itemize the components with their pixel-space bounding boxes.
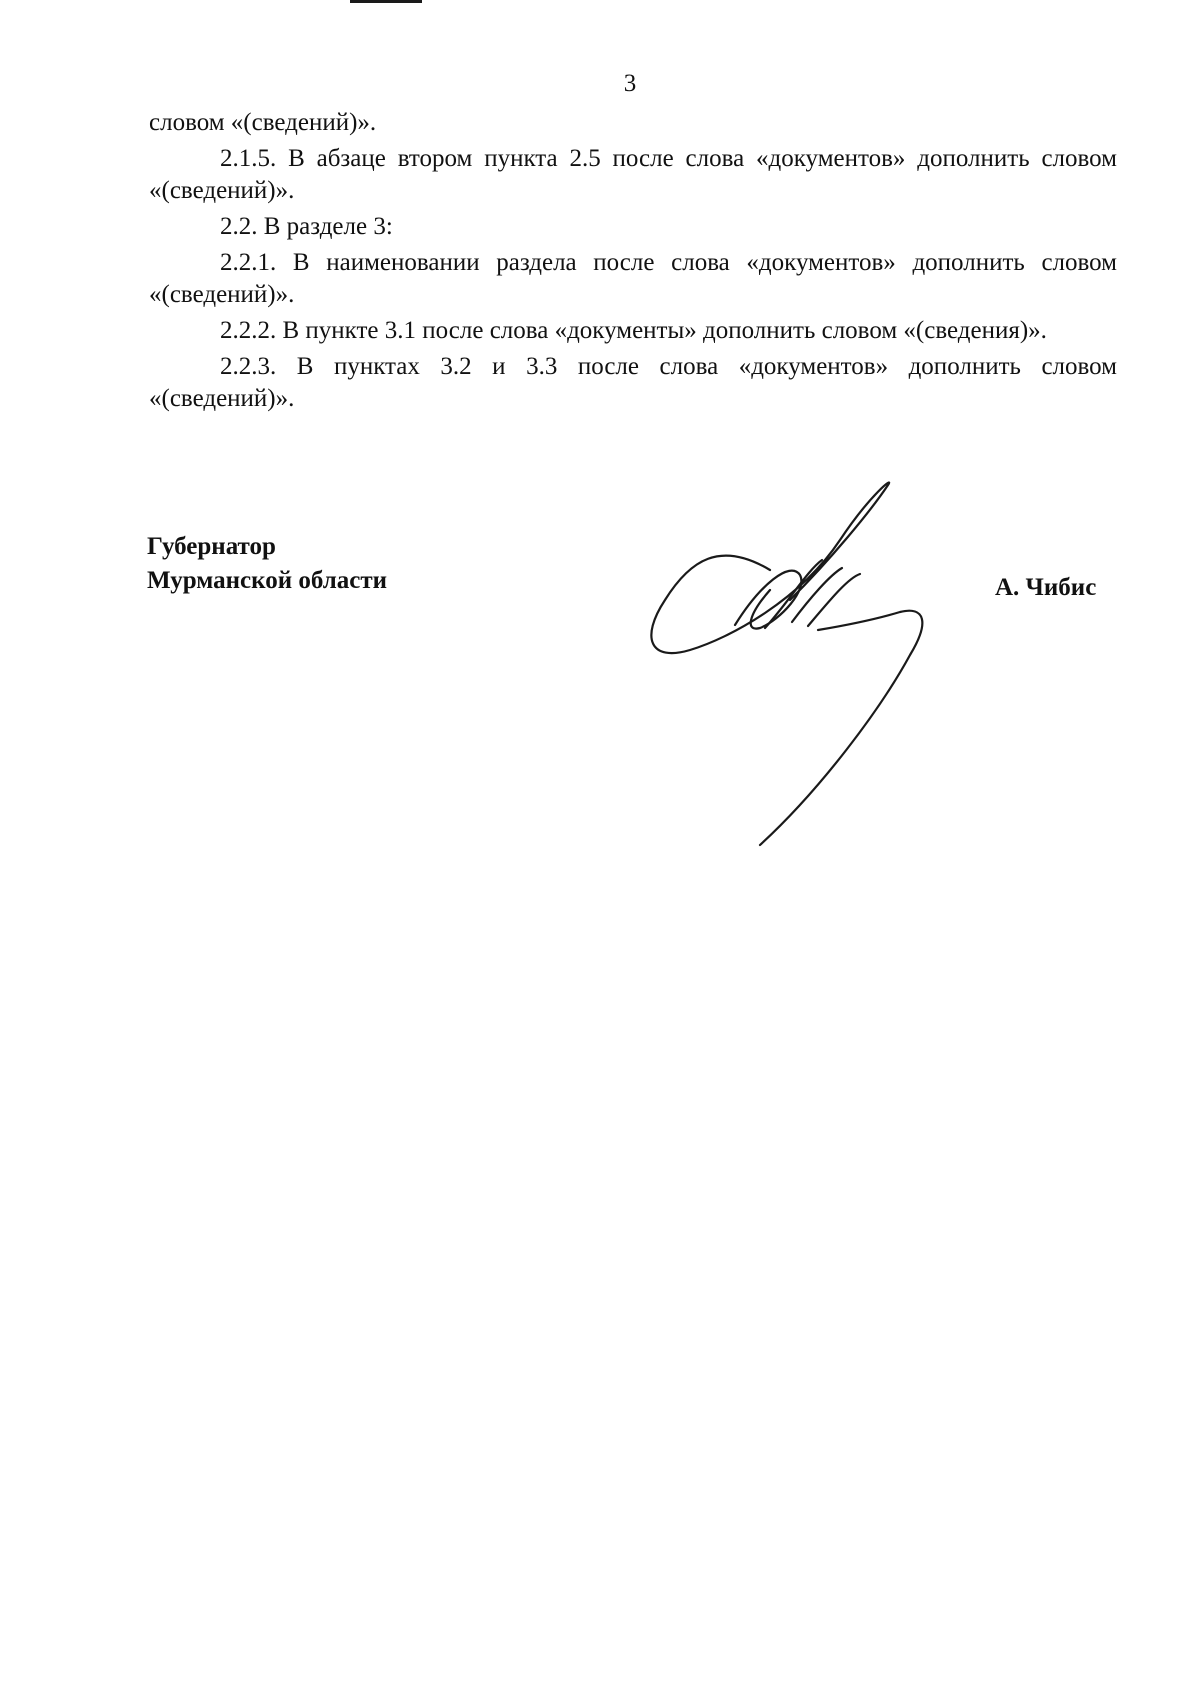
signer-title-line-1: Губернатор	[147, 533, 276, 560]
signer-name: А. Чибис	[995, 574, 1097, 601]
paragraph-2-1-5: 2.1.5. В абзаце втором пункта 2.5 после слова «документов» дополнить словом «(сведений)».	[149, 145, 1117, 204]
paragraph-2-2-2: 2.2.2. В пункте 3.1 после слова «документы» дополнить словом «(сведения)».	[220, 317, 1047, 344]
paragraph-continuation: словом «(сведений)».	[149, 109, 377, 136]
page-number: 3	[623, 70, 637, 97]
paragraph-2-2-3: 2.2.3. В пунктах 3.2 и 3.3 после слова «документов» дополнить словом «(сведений)».	[149, 353, 1117, 412]
signer-title-line-2: Мурманской области	[147, 567, 388, 594]
paragraph-2-2: 2.2. В разделе 3:	[220, 213, 393, 240]
paragraph-2-2-1: 2.2.1. В наименовании раздела после слова «документов» дополнить словом «(сведений)».	[149, 249, 1117, 308]
